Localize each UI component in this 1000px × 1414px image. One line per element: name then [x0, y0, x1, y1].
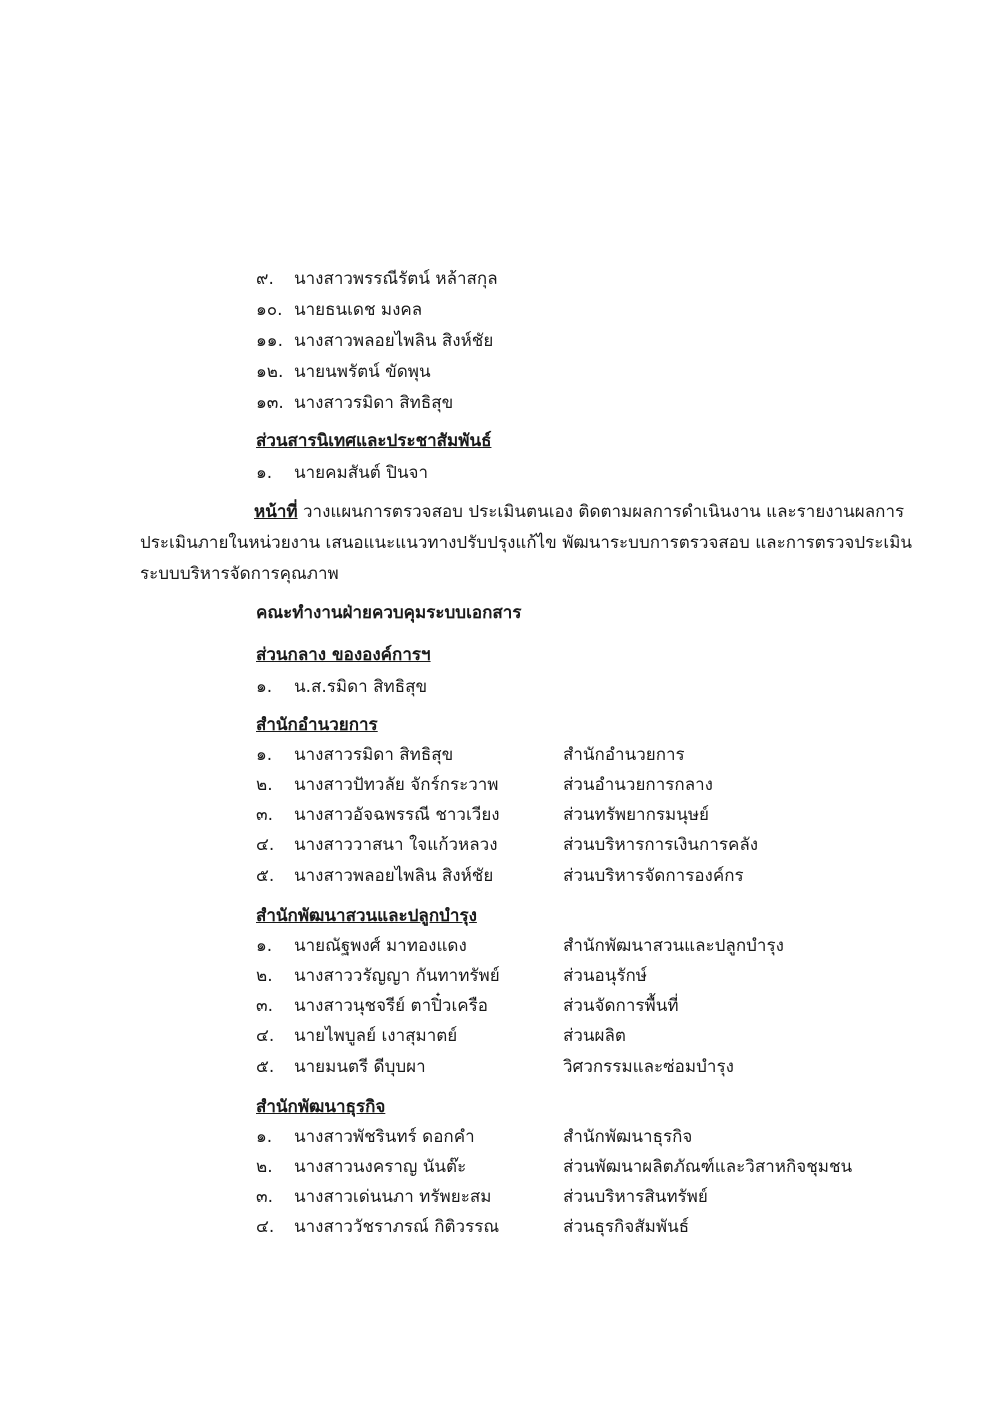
section-heading-director: สำนักอำนวยการ [256, 715, 378, 735]
table-row: ๒. นางสาวนงคราญ นันต๊ะ ส่วนพัฒนาผลิตภัณฑ์และวิสาหกิจชุมชน [256, 1157, 853, 1177]
list-item: ๑๓. นางสาวรมิดา สิทธิสุข [256, 393, 454, 413]
table-row: ๓. นางสาวเด่นนภา ทรัพยะสม ส่วนบริหารสินทรัพย์ [256, 1187, 708, 1207]
duty-paragraph: หน้าที่ วางแผนการตรวจสอบ ประเมินตนเอง ติดตามผลการดำเนินงาน และรายงานผลการ ประเมินภายในหน่วยงาน เสนอแนะแนวทางปรับปรุงแก้ไข พัฒนาระบบการตรวจสอบ และการตรวจประเมิน ระบบบริหารจัดการคุณภาพ [140, 502, 913, 584]
list-item: ๑. น.ส.รมิดา สิทธิสุข [256, 677, 428, 697]
table-row: ๓. นางสาวนุชจรีย์ ตาปิ๋วเครือ ส่วนจัดการพื้นที่ [256, 996, 679, 1016]
list-item: ๑๐. นายธนเดช มงคล [256, 300, 423, 320]
table-row: ๔. นางสาววัชราภรณ์ กิติวรรณ ส่วนธุรกิจสัมพันธ์ [256, 1217, 690, 1237]
list-item: ๑๒. นายนพรัตน์ ขัดพุน [256, 362, 431, 382]
table-row: ๔. นายไพบูลย์ เงาสุมาตย์ ส่วนผลิต [256, 1026, 626, 1046]
section-heading-business: สำนักพัฒนาธุรกิจ [256, 1097, 386, 1117]
table-row: ๑. นางสาวพัชรินทร์ ดอกคำ สำนักพัฒนาธุรกิจ [256, 1127, 693, 1147]
section-heading-it: ส่วนสารนิเทศและประชาสัมพันธ์ [256, 431, 492, 451]
table-row: ๕. นายมนตรี ดีบุบผา วิศวกรรมและซ่อมบำรุง [256, 1057, 734, 1077]
table-row: ๑. นางสาวรมิดา สิทธิสุข สำนักอำนวยการ [256, 745, 685, 765]
table-row: ๑. นายณัฐพงศ์ มาทองแดง สำนักพัฒนาสวนและปลูกบำรุง [256, 936, 784, 956]
committee-title: คณะทำงานฝ่ายควบคุมระบบเอกสาร [256, 603, 522, 623]
table-row: ๒. นางสาววรัญญา กันทาทรัพย์ ส่วนอนุรักษ์ [256, 966, 648, 986]
table-row: ๓. นางสาวอัจฉพรรณี ชาวเวียง ส่วนทรัพยากรมนุษย์ [256, 805, 710, 825]
table-row: ๕. นางสาวพลอยไพลิน สิงห์ชัย ส่วนบริหารจัดการองค์กร [256, 866, 744, 886]
list-item: ๑๑. นางสาวพลอยไพลิน สิงห์ชัย [256, 331, 494, 351]
section-heading-central: ส่วนกลาง ขององค์การฯ [256, 645, 431, 665]
list-item: ๙. นางสาวพรรณีรัตน์ หล้าสกุล [256, 269, 498, 289]
section-heading-garden: สำนักพัฒนาสวนและปลูกบำรุง [256, 906, 477, 926]
list-item: ๑. นายคมสันต์ ปินจา [256, 463, 429, 483]
table-row: ๔. นางสาววาสนา ใจแก้วหลวง ส่วนบริหารการเงินการคลัง [256, 835, 759, 855]
duty-label: หน้าที่ [254, 502, 298, 522]
table-row: ๒. นางสาวปัทวลัย จักร์กระวาพ ส่วนอำนวยการกลาง [256, 775, 713, 795]
